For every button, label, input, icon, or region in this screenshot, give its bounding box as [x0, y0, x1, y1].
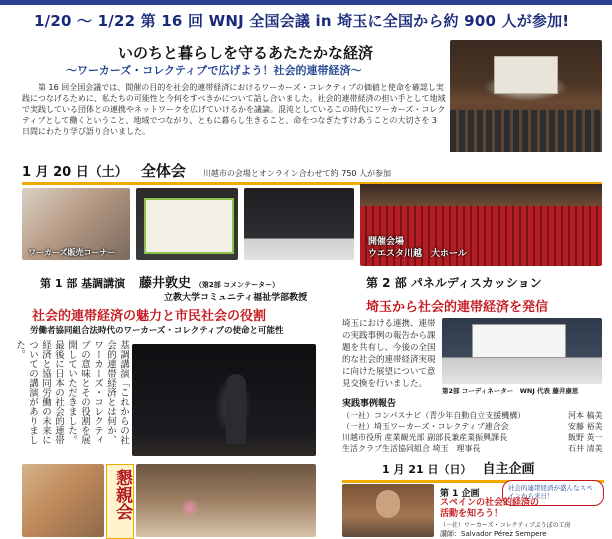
report-org: 川越市役所 産業観光部 副部長兼産業振興課長 — [342, 433, 508, 442]
report-row — [342, 421, 604, 432]
day3-date: 1 月 21 日（日） — [382, 463, 472, 476]
reports-list — [342, 410, 604, 454]
keynote-photo — [132, 344, 316, 456]
booth-photo — [22, 188, 130, 260]
day3-label: 自主企画 — [482, 462, 535, 477]
booth-caption: ワーカーズ販売コーナー — [28, 248, 116, 257]
page-title: 1/20 ～ 1/22 第 16 回 WNJ 全国会議 in 埼玉に全国から約 900 人が参加! — [34, 12, 570, 30]
party-food-photo — [22, 464, 104, 537]
part1-vertical-text: 基調講演「これからの社会的連帯経済とは何か、ワーカーズ・コレクティブの意味とその役割を展開していただきました。最後に日本の社会的連帯経済と協同労働の未来についての講演がありました。 — [14, 340, 129, 445]
day1-label: 全体会 — [140, 162, 186, 180]
audience-shape — [450, 110, 602, 152]
report-row — [342, 410, 604, 421]
report-row — [342, 432, 604, 443]
report-org: （一社）コンパスナビ（青少年自動自立支援機構） — [342, 411, 526, 420]
part1-heading-text: 第 1 部 基調講演 — [40, 277, 126, 290]
day3-session: 第 1 企画 — [440, 489, 480, 499]
part2-coordinator: 第2部 コーディネーター WNJ 代表 藤井康思 — [442, 387, 579, 395]
lead-heading: いのちと暮らしを守るあたたかな経済 — [118, 44, 374, 62]
venue-caption-2: ウエスタ川越 大ホール — [368, 249, 467, 259]
party-table-photo — [136, 464, 316, 537]
stage-photo — [244, 188, 354, 260]
part2-heading: 第 2 部 パネルディスカッション — [366, 276, 542, 290]
day1-note: 川越市の会場とオンライン合わせて約 750 人が参加 — [202, 169, 392, 178]
part1-subtopic: 労働者協同組合法時代のワーカーズ・コレクティブの使命と可能性 — [30, 326, 284, 336]
party-label-box — [106, 464, 134, 539]
part2-body: 埼玉における連携、連帯の実践事例の報告から課題を共有し、今後の全国的な社会的連帯経済実現に向けた展望について意見交換を行いました。 — [342, 319, 436, 389]
speaker-head — [376, 490, 400, 518]
report-name: 飯野 英一 — [568, 433, 603, 442]
panel-screen — [472, 324, 566, 358]
hall-photo-top — [450, 40, 602, 152]
screen-shape — [494, 56, 558, 94]
part1-speaker-role: （第2部 コメンテーター） — [194, 281, 280, 289]
part1-topic: 社会的連帯経済の魅力と市民社会の役割 — [32, 309, 267, 324]
report-org: 生活クラブ生活協同組合 埼玉 理事長 — [342, 444, 481, 453]
slide-screen — [144, 198, 234, 254]
lead-subheading: ～ワーカーズ・コレクティブで広げよう！社会的連帯経済～ — [66, 64, 362, 77]
day3-bubble-text: 社会的連帯経済が盛んなスペインから来日！ — [508, 484, 593, 500]
report-name: 河本 稿美 — [568, 411, 603, 420]
report-name: 安藤 裕美 — [568, 422, 603, 431]
part1-heading — [40, 272, 279, 291]
lead-body: 第 16 回全国会議では、間催の目的を社会的連帯経済におけるワーカーズ・コレクティブの価値と使命を確認し実践につなげるために、私たちの可能性と今何をすべきかについて話し合いました。社会的連帯経済の担い手として地域で実践している団体との連携やネットワークを広げていけるかを議論。混沌としているこの時代にワーカーズ・コレクティブとして働くということ、地域でつながり、ともに暮らし生きること、命をつなぎたすけあうことの大切さを 3 日間にわたり学び語り合いました。 — [22, 83, 446, 136]
panel-photo — [442, 318, 602, 384]
party-label: 懇親会 — [112, 469, 132, 520]
day3-title: スペインの社会的経済の活動を知ろう！ — [440, 498, 540, 519]
part2-topic: 埼玉から社会的連帯経済を発信 — [366, 300, 549, 315]
speaker-figure — [226, 374, 246, 444]
report-org: （一社）埼玉ワーカーズ・コレクティブ連合会 — [342, 422, 509, 431]
slide-photo — [136, 188, 238, 260]
part1-speaker: 藤井敦史 — [139, 276, 192, 291]
hall-photo-wide — [360, 184, 602, 266]
day1-date: 1 月 20 日（土） — [22, 165, 128, 180]
hall-ceiling — [360, 184, 602, 206]
spain-speaker-photo — [342, 484, 434, 537]
day3-speaker: 講師：Salvador Pérez Sempere — [440, 530, 547, 538]
reports-heading: 実践事例報告 — [342, 399, 397, 409]
part1-affiliation: 立教大学コミュニティ福祉学部教授 — [164, 293, 308, 303]
report-name: 石井 清美 — [568, 444, 603, 453]
report-row — [342, 443, 604, 454]
venue-caption-1: 開催会場 — [368, 237, 405, 247]
day3-org: （一社）ワーカーズ・コレクティブぷうぽの工房 — [440, 522, 571, 529]
day1-bar — [22, 160, 602, 185]
